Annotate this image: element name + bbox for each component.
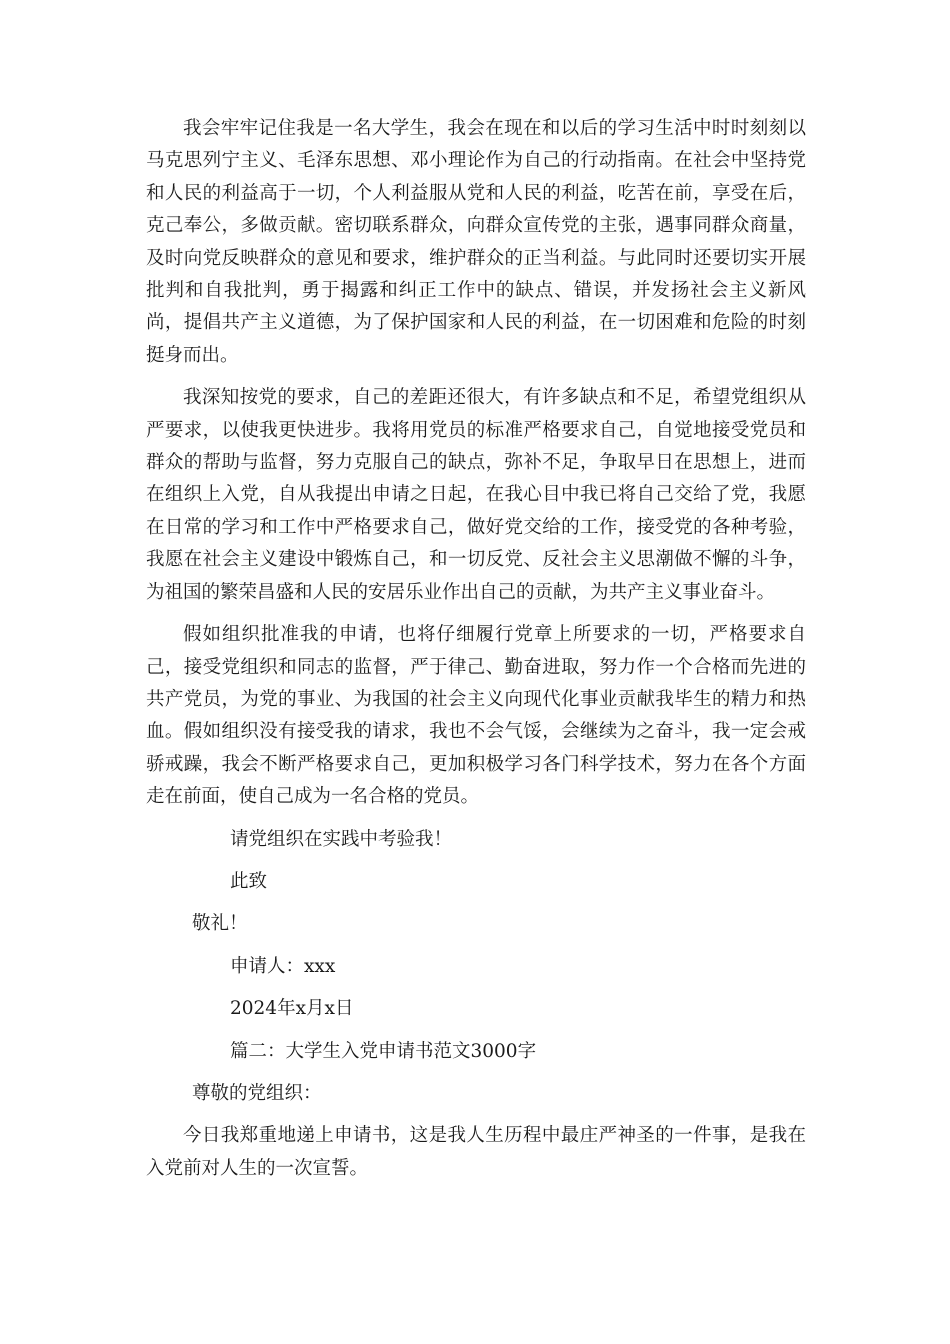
final-paragraph: 今日我郑重地递上申请书，这是我人生历程中最庄严神圣的一件事，是我在入党前对人生的一次宣誓。 xyxy=(146,1125,806,1179)
paragraph-3: 假如组织批准我的申请，也将仔细履行党章上所要求的一切，严格要求自己，接受党组织和同志的监督，严于律己、勤奋进取，努力作一个合格而先进的共产党员，为党的事业、为我国的社会主义向现代化事业贡献我毕生的精力和热血。假如组织没有接受我的请求，我也不会气馁，会继续为之奋斗，我一定会戒骄戒躁，我会不断严格要求自己，更加积极学习各门科学技术，努力在各个方面走在前面，使自己成为一名合格的党员。 xyxy=(146,624,806,808)
applicant-line: 申请人：xxx xyxy=(230,955,336,977)
closing-line: 此致 xyxy=(230,870,268,892)
paragraph-2: 我深知按党的要求，自己的差距还很大，有许多缺点和不足，希望党组织从严要求，以使我更快进步。我将用党员的标准严格要求自己，自觉地接受党员和群众的帮助与监督，努力克服自己的缺点，弥补不足，争取早日在思想上，进而在组织上入党，自从我提出申请之日起，在我心目中我已将自己交给了党，我愿在日常的学习和工作中严格要求自己，做好党交给的工作，接受党的各种考验，我愿在社会主义建设中锻炼自己，和一切反党、反社会主义思潮做不懈的斗争，为祖国的繁荣昌盛和人民的安居乐业作出自己的贡献，为共产主义事业奋斗。 xyxy=(146,387,806,603)
greeting-line: 尊敬的党组织： xyxy=(192,1082,322,1104)
document-body xyxy=(146,113,806,1185)
paragraph-1: 我会牢牢记住我是一名大学生，我会在现在和以后的学习生活中时时刻刻以马克思列宁主义、毛泽东思想、邓小理论作为自己的行动指南。在社会中坚持党和人民的利益高于一切，个人利益服从党和人民的利益，吃苦在前，享受在后，克己奉公，多做贡献。密切联系群众，向群众宣传党的主张，遇事同群众商量，及时向党反映群众的意见和要求，维护群众的正当利益。与此同时还要切实开展批判和自我批判，勇于揭露和纠正工作中的缺点、错误，并发扬社会主义新风尚，提倡共产主义道德，为了保护国家和人民的利益，在一切困难和危险的时刻挺身而出。 xyxy=(146,118,806,366)
request-line: 请党组织在实践中考验我！ xyxy=(230,828,453,850)
section-title: 篇二：大学生入党申请书范文3000字 xyxy=(230,1040,537,1062)
date-line: 2024年x月x日 xyxy=(230,998,354,1020)
salute-line: 敬礼！ xyxy=(192,913,248,935)
